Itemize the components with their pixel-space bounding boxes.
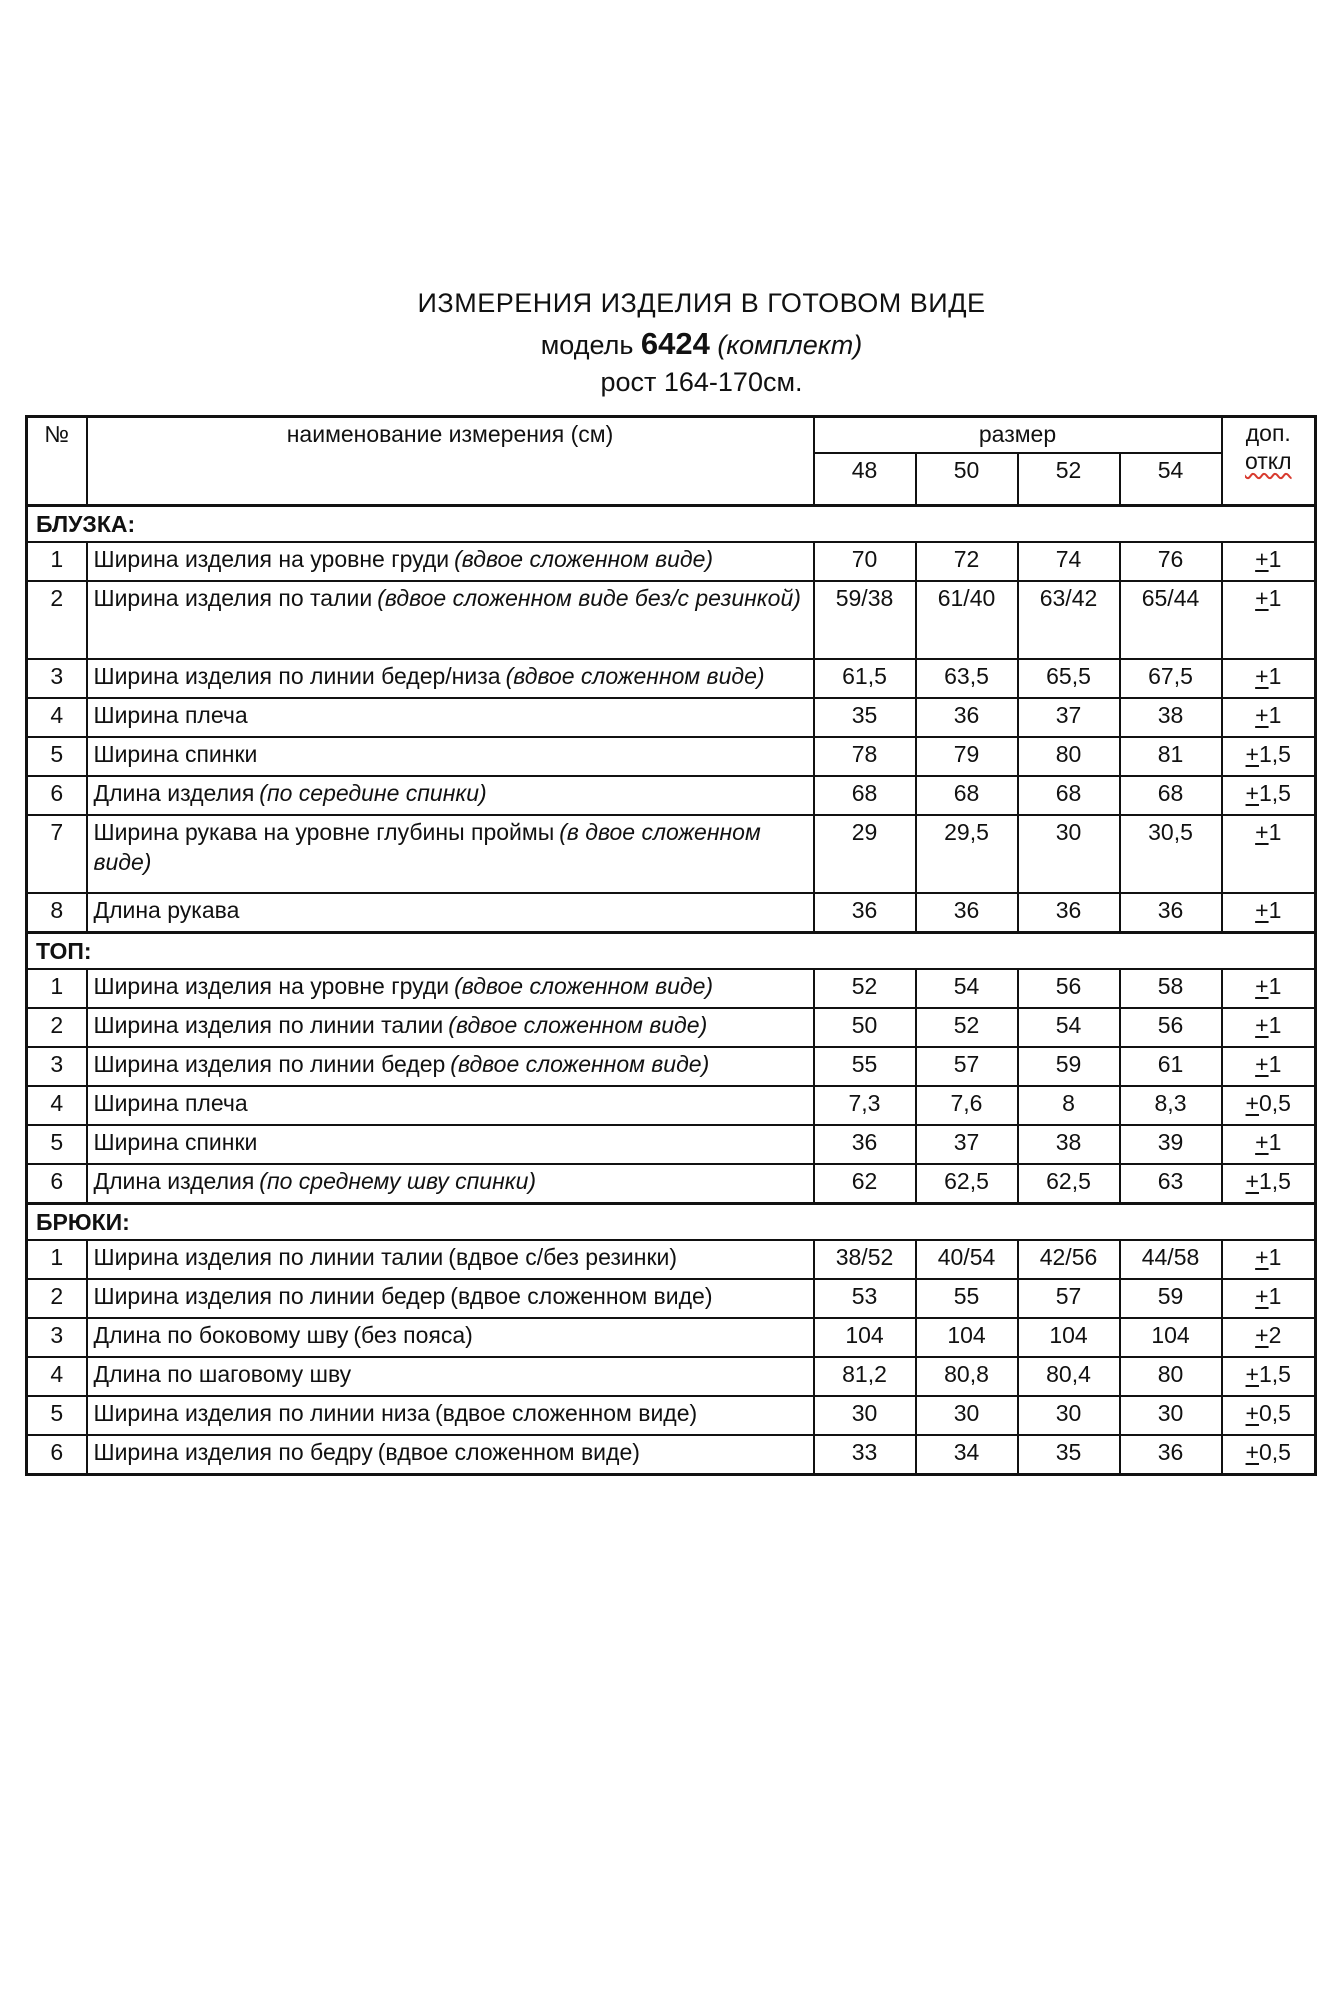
- tolerance-cell: [1222, 776, 1316, 815]
- tolerance-cell: [1222, 581, 1316, 659]
- tolerance-sign: +: [1255, 702, 1269, 729]
- header-number-column: №: [27, 417, 87, 506]
- value-cell-size-52: 54: [1018, 1008, 1120, 1047]
- value-cell-size-48: 61,5: [814, 659, 916, 698]
- tolerance-sign: +: [1255, 1051, 1269, 1078]
- measurement-name-cell: [87, 893, 814, 932]
- value-cell-size-48: 36: [814, 1125, 916, 1164]
- tolerance-cell: [1222, 737, 1316, 776]
- model-label: модель: [540, 330, 634, 360]
- row-number-cell: 1: [27, 1240, 87, 1279]
- measurement-name-cell: [87, 737, 814, 776]
- table-row: [27, 542, 1316, 581]
- value-cell-size-48: 52: [814, 969, 916, 1008]
- tolerance-value: 1: [1268, 702, 1282, 729]
- measurement-name: Длина по шаговому шву: [93, 1361, 352, 1388]
- row-number-cell: 4: [27, 698, 87, 737]
- table-row: [27, 1047, 1316, 1086]
- value-cell-size-52: 74: [1018, 542, 1120, 581]
- measurement-name: Длина изделия: [93, 1168, 255, 1195]
- row-number-cell: 3: [27, 1318, 87, 1357]
- row-number-cell: 3: [27, 1047, 87, 1086]
- model-number: 6424: [640, 326, 710, 361]
- value-cell-size-50: 104: [916, 1318, 1018, 1357]
- measurement-name-cell: [87, 698, 814, 737]
- value-cell-size-54: 30: [1120, 1396, 1222, 1435]
- value-cell-size-54: 38: [1120, 698, 1222, 737]
- value-cell-size-48: 62: [814, 1164, 916, 1203]
- tolerance-value: 0,5: [1258, 1439, 1291, 1466]
- tolerance-sign: +: [1255, 1244, 1269, 1271]
- value-cell-size-52: 80: [1018, 737, 1120, 776]
- table-row: [27, 776, 1316, 815]
- value-cell-size-52: 30: [1018, 815, 1120, 893]
- value-cell-size-54: 56: [1120, 1008, 1222, 1047]
- row-number-cell: 2: [27, 1008, 87, 1047]
- tolerance-value: 0,5: [1258, 1090, 1291, 1117]
- value-cell-size-48: 59/38: [814, 581, 916, 659]
- tolerance-value: 2: [1268, 1322, 1282, 1349]
- row-number-cell: 1: [27, 969, 87, 1008]
- tolerance-cell: [1222, 659, 1316, 698]
- tolerance-cell: [1222, 1240, 1316, 1279]
- measurement-note: (вдвое сложенном виде): [505, 663, 765, 690]
- value-cell-size-50: 36: [916, 698, 1018, 737]
- value-cell-size-52: 56: [1018, 969, 1120, 1008]
- row-number-cell: 4: [27, 1357, 87, 1396]
- value-cell-size-50: 7,6: [916, 1086, 1018, 1125]
- measurement-name-cell: [87, 1240, 814, 1279]
- tolerance-value: 1,5: [1258, 1361, 1291, 1388]
- measurement-note: (вдвое сложенном виде): [434, 1400, 698, 1427]
- row-number-cell: 6: [27, 776, 87, 815]
- value-cell-size-54: 67,5: [1120, 659, 1222, 698]
- table-row: [27, 581, 1316, 659]
- tolerance-sign: +: [1245, 1400, 1259, 1427]
- tolerance-cell: [1222, 1279, 1316, 1318]
- measurement-name-cell: [87, 1396, 814, 1435]
- value-cell-size-54: 39: [1120, 1125, 1222, 1164]
- value-cell-size-50: 40/54: [916, 1240, 1018, 1279]
- tolerance-sign: +: [1245, 1168, 1259, 1195]
- value-cell-size-50: 30: [916, 1396, 1018, 1435]
- table-row: [27, 893, 1316, 932]
- header-tolerance: [1222, 417, 1316, 506]
- tolerance-cell: [1222, 1047, 1316, 1086]
- value-cell-size-48: 35: [814, 698, 916, 737]
- measurement-name: Ширина рукава на уровне глубины проймы: [93, 819, 555, 846]
- value-cell-size-52: 59: [1018, 1047, 1120, 1086]
- tolerance-sign: +: [1255, 546, 1269, 573]
- value-cell-size-50: 63,5: [916, 659, 1018, 698]
- tolerance-value: 0,5: [1258, 1400, 1291, 1427]
- tolerance-cell: [1222, 1008, 1316, 1047]
- tolerance-cell: [1222, 1125, 1316, 1164]
- measurement-name: Ширина плеча: [93, 1090, 248, 1117]
- row-number-cell: 3: [27, 659, 87, 698]
- tolerance-sign: +: [1255, 1283, 1269, 1310]
- value-cell-size-52: 30: [1018, 1396, 1120, 1435]
- row-number-cell: 2: [27, 1279, 87, 1318]
- tolerance-sign: +: [1245, 1439, 1259, 1466]
- value-cell-size-52: 42/56: [1018, 1240, 1120, 1279]
- value-cell-size-54: 30,5: [1120, 815, 1222, 893]
- value-cell-size-48: 104: [814, 1318, 916, 1357]
- height-range-line: рост 164-170см.: [600, 367, 803, 397]
- value-cell-size-54: 65/44: [1120, 581, 1222, 659]
- measurement-note: (вдвое сложенном виде без/с резинкой): [377, 585, 801, 612]
- value-cell-size-54: 8,3: [1120, 1086, 1222, 1125]
- tolerance-value: 1: [1268, 819, 1282, 846]
- measurement-note: (вдвое сложенном виде): [450, 1051, 710, 1078]
- section-header-row: [27, 506, 1316, 543]
- table-row: [27, 659, 1316, 698]
- header-size-52: 52: [1018, 453, 1120, 506]
- measurement-name: Ширина изделия по линии талии: [93, 1012, 444, 1039]
- tolerance-cell: [1222, 893, 1316, 932]
- tolerance-cell: [1222, 1435, 1316, 1474]
- value-cell-size-50: 52: [916, 1008, 1018, 1047]
- row-number-cell: 5: [27, 1125, 87, 1164]
- measurement-name: Ширина изделия по бедру: [93, 1439, 373, 1466]
- value-cell-size-48: 7,3: [814, 1086, 916, 1125]
- value-cell-size-54: 81: [1120, 737, 1222, 776]
- model-line: [70, 326, 1333, 362]
- measurement-name-cell: [87, 1047, 814, 1086]
- value-cell-size-50: 79: [916, 737, 1018, 776]
- tolerance-sign: +: [1245, 1090, 1259, 1117]
- section-label: ТОП:: [27, 932, 1316, 969]
- measurement-name: Ширина изделия на уровне груди: [93, 546, 450, 573]
- value-cell-size-54: 104: [1120, 1318, 1222, 1357]
- value-cell-size-52: 38: [1018, 1125, 1120, 1164]
- measurements-table-body: [27, 506, 1316, 1475]
- tolerance-value: 1,5: [1258, 741, 1291, 768]
- row-number-cell: 4: [27, 1086, 87, 1125]
- value-cell-size-48: 36: [814, 893, 916, 932]
- tolerance-value: 1: [1268, 897, 1282, 924]
- row-number-cell: 6: [27, 1435, 87, 1474]
- header-row-top: [27, 417, 1316, 454]
- measurement-name: Длина рукава: [93, 897, 240, 924]
- measurement-name: Ширина изделия на уровне груди: [93, 973, 450, 1000]
- tolerance-sign: +: [1245, 780, 1259, 807]
- tolerance-cell: [1222, 815, 1316, 893]
- measurement-name-cell: [87, 1357, 814, 1396]
- value-cell-size-50: 37: [916, 1125, 1018, 1164]
- value-cell-size-50: 54: [916, 969, 1018, 1008]
- value-cell-size-48: 55: [814, 1047, 916, 1086]
- header-size-50: 50: [916, 453, 1018, 506]
- value-cell-size-54: 61: [1120, 1047, 1222, 1086]
- value-cell-size-52: 80,4: [1018, 1357, 1120, 1396]
- header-size-group: размер: [814, 417, 1222, 454]
- tolerance-cell: [1222, 1357, 1316, 1396]
- tolerance-cell: [1222, 1086, 1316, 1125]
- value-cell-size-54: 80: [1120, 1357, 1222, 1396]
- document-header: [0, 288, 1333, 398]
- value-cell-size-52: 104: [1018, 1318, 1120, 1357]
- measurement-note: (по середине спинки): [259, 780, 487, 807]
- value-cell-size-48: 50: [814, 1008, 916, 1047]
- row-number-cell: 8: [27, 893, 87, 932]
- row-number-cell: 2: [27, 581, 87, 659]
- value-cell-size-54: 63: [1120, 1164, 1222, 1203]
- row-number-cell: 6: [27, 1164, 87, 1203]
- measurement-note: (без пояса): [353, 1322, 473, 1349]
- table-row: [27, 1125, 1316, 1164]
- table-row: [27, 1164, 1316, 1203]
- header-size-48: 48: [814, 453, 916, 506]
- measurement-name-cell: [87, 659, 814, 698]
- value-cell-size-54: 59: [1120, 1279, 1222, 1318]
- tolerance-cell: [1222, 698, 1316, 737]
- table-row: [27, 1008, 1316, 1047]
- table-row: [27, 1357, 1316, 1396]
- table-header: [27, 417, 1316, 506]
- tolerance-cell: [1222, 969, 1316, 1008]
- tolerance-value: 1: [1268, 1051, 1282, 1078]
- value-cell-size-52: 35: [1018, 1435, 1120, 1474]
- header-tolerance-line2: откл: [1244, 447, 1292, 474]
- header-tolerance-line1: доп.: [1245, 420, 1291, 446]
- tolerance-sign: +: [1245, 1361, 1259, 1388]
- tolerance-sign: +: [1255, 663, 1269, 690]
- measurement-note: (вдвое сложенном виде): [454, 546, 714, 573]
- value-cell-size-50: 61/40: [916, 581, 1018, 659]
- value-cell-size-52: 36: [1018, 893, 1120, 932]
- value-cell-size-50: 55: [916, 1279, 1018, 1318]
- tolerance-sign: +: [1255, 1129, 1269, 1156]
- table-row: [27, 1318, 1316, 1357]
- value-cell-size-50: 36: [916, 893, 1018, 932]
- table-row: [27, 1435, 1316, 1474]
- measurement-note: (по среднему шву спинки): [259, 1168, 537, 1195]
- measurement-note: (в двое сложенном виде): [93, 819, 761, 875]
- measurement-note: (вдвое сложенном виде): [377, 1439, 640, 1466]
- value-cell-size-52: 65,5: [1018, 659, 1120, 698]
- measurements-table: [25, 415, 1317, 1476]
- header-size-54: 54: [1120, 453, 1222, 506]
- tolerance-value: 1: [1268, 663, 1282, 690]
- value-cell-size-48: 30: [814, 1396, 916, 1435]
- row-number-cell: 5: [27, 737, 87, 776]
- tolerance-sign: +: [1255, 1012, 1269, 1039]
- value-cell-size-54: 44/58: [1120, 1240, 1222, 1279]
- measurement-name: Ширина изделия по линии низа: [93, 1400, 430, 1427]
- measurement-name-cell: [87, 1086, 814, 1125]
- tolerance-value: 1,5: [1258, 780, 1291, 807]
- value-cell-size-50: 62,5: [916, 1164, 1018, 1203]
- value-cell-size-54: 58: [1120, 969, 1222, 1008]
- section-label: БРЮКИ:: [27, 1203, 1316, 1240]
- measurement-note: (вдвое сложенном виде): [454, 973, 714, 1000]
- value-cell-size-52: 68: [1018, 776, 1120, 815]
- tolerance-cell: [1222, 1396, 1316, 1435]
- value-cell-size-54: 36: [1120, 1435, 1222, 1474]
- measurement-name-cell: [87, 815, 814, 893]
- value-cell-size-48: 33: [814, 1435, 916, 1474]
- value-cell-size-50: 34: [916, 1435, 1018, 1474]
- value-cell-size-50: 80,8: [916, 1357, 1018, 1396]
- table-row: [27, 1279, 1316, 1318]
- measurement-name: Ширина спинки: [93, 741, 258, 768]
- table-row: [27, 969, 1316, 1008]
- measurement-name: Ширина изделия по талии: [93, 585, 373, 612]
- table-row: [27, 815, 1316, 893]
- table-row: [27, 698, 1316, 737]
- value-cell-size-48: 81,2: [814, 1357, 916, 1396]
- tolerance-sign: +: [1255, 1322, 1269, 1349]
- row-number-cell: 5: [27, 1396, 87, 1435]
- tolerance-value: 1: [1268, 1283, 1282, 1310]
- value-cell-size-54: 76: [1120, 542, 1222, 581]
- tolerance-cell: [1222, 1318, 1316, 1357]
- row-number-cell: 1: [27, 542, 87, 581]
- value-cell-size-54: 36: [1120, 893, 1222, 932]
- model-suffix: (комплект): [717, 330, 863, 360]
- value-cell-size-48: 38/52: [814, 1240, 916, 1279]
- value-cell-size-52: 57: [1018, 1279, 1120, 1318]
- tolerance-value: 1: [1268, 1012, 1282, 1039]
- measurement-name-cell: [87, 1318, 814, 1357]
- tolerance-value: 1: [1268, 585, 1282, 612]
- measurement-name: Ширина изделия по линии бедер: [93, 1051, 446, 1078]
- value-cell-size-48: 68: [814, 776, 916, 815]
- value-cell-size-48: 29: [814, 815, 916, 893]
- measurement-note: (вдвое сложенном виде): [450, 1283, 713, 1310]
- measurement-name-cell: [87, 1279, 814, 1318]
- tolerance-value: 1,5: [1258, 1168, 1291, 1195]
- measurement-name-cell: [87, 1164, 814, 1203]
- tolerance-sign: +: [1255, 819, 1269, 846]
- tolerance-sign: +: [1255, 897, 1269, 924]
- tolerance-sign: +: [1245, 741, 1259, 768]
- section-header-row: [27, 932, 1316, 969]
- table-row: [27, 737, 1316, 776]
- row-number-cell: 7: [27, 815, 87, 893]
- header-measurement-name: наименование измерения (см): [87, 417, 814, 506]
- measurement-name: Ширина изделия по линии бедер: [93, 1283, 446, 1310]
- measurement-name-cell: [87, 1435, 814, 1474]
- measurement-note: (вдвое с/без резинки): [448, 1244, 678, 1271]
- value-cell-size-48: 78: [814, 737, 916, 776]
- tolerance-cell: [1222, 542, 1316, 581]
- table-row: [27, 1396, 1316, 1435]
- tolerance-value: 1: [1268, 546, 1282, 573]
- measurement-name: Ширина изделия по линии бедер/низа: [93, 663, 501, 690]
- measurement-name: Ширина плеча: [93, 702, 248, 729]
- value-cell-size-48: 53: [814, 1279, 916, 1318]
- measurement-name: Ширина изделия по линии талии: [93, 1244, 444, 1271]
- value-cell-size-52: 37: [1018, 698, 1120, 737]
- value-cell-size-54: 68: [1120, 776, 1222, 815]
- value-cell-size-50: 72: [916, 542, 1018, 581]
- value-cell-size-52: 8: [1018, 1086, 1120, 1125]
- value-cell-size-50: 29,5: [916, 815, 1018, 893]
- page-title: ИЗМЕРЕНИЯ ИЗДЕЛИЯ В ГОТОВОМ ВИДЕ: [417, 288, 986, 318]
- value-cell-size-48: 70: [814, 542, 916, 581]
- value-cell-size-50: 57: [916, 1047, 1018, 1086]
- section-header-row: [27, 1203, 1316, 1240]
- value-cell-size-50: 68: [916, 776, 1018, 815]
- table-row: [27, 1086, 1316, 1125]
- section-label: БЛУЗКА:: [27, 506, 1316, 543]
- measurement-name: Длина изделия: [93, 780, 255, 807]
- tolerance-value: 1: [1268, 973, 1282, 1000]
- value-cell-size-52: 62,5: [1018, 1164, 1120, 1203]
- tolerance-value: 1: [1268, 1129, 1282, 1156]
- measurement-name: Длина по боковому шву: [93, 1322, 349, 1349]
- measurement-name: Ширина спинки: [93, 1129, 258, 1156]
- measurement-name-cell: [87, 776, 814, 815]
- measurement-note: (вдвое сложенном виде): [448, 1012, 708, 1039]
- tolerance-sign: +: [1255, 585, 1269, 612]
- measurement-name-cell: [87, 1008, 814, 1047]
- tolerance-cell: [1222, 1164, 1316, 1203]
- measurement-name-cell: [87, 969, 814, 1008]
- measurement-name-cell: [87, 581, 814, 659]
- tolerance-sign: +: [1255, 973, 1269, 1000]
- measurement-name-cell: [87, 1125, 814, 1164]
- table-row: [27, 1240, 1316, 1279]
- measurement-name-cell: [87, 542, 814, 581]
- tolerance-value: 1: [1268, 1244, 1282, 1271]
- value-cell-size-52: 63/42: [1018, 581, 1120, 659]
